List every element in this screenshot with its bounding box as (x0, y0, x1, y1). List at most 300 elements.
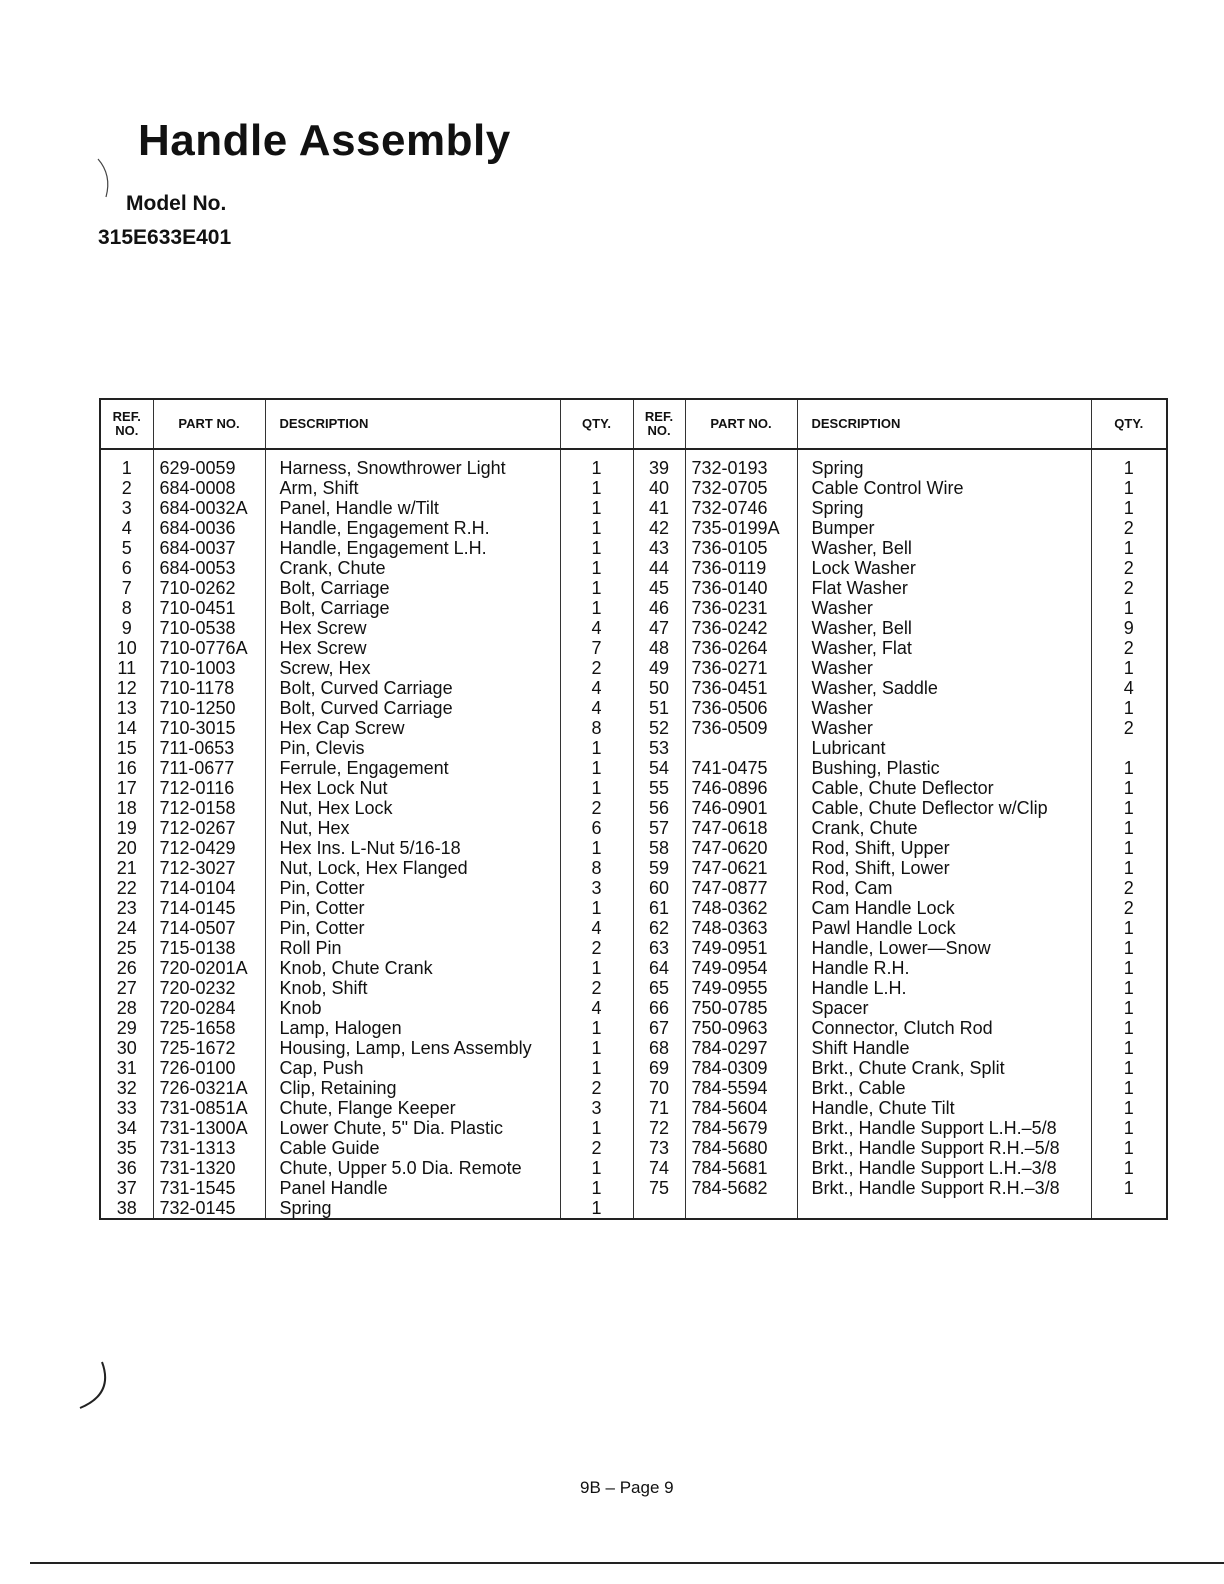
description-cell: Handle, Lower—Snow (797, 938, 1091, 958)
table-row (100, 1058, 1167, 1078)
qty-cell: 1 (1123, 538, 1134, 558)
table-row (100, 598, 1167, 618)
description-cell: Handle, Engagement L.H. (265, 538, 560, 558)
qty-cell: 1 (1123, 858, 1134, 878)
description-cell: Knob, Shift (265, 978, 560, 998)
description-cell: Cap, Push (265, 1058, 560, 1078)
part-no-cell: 684-0036 (153, 518, 265, 538)
ref-no-cell: 43 (633, 538, 685, 558)
ref-no-cell: 58 (633, 838, 685, 858)
description-cell: Pin, Cotter (265, 918, 560, 938)
part-no-cell: 684-0053 (153, 558, 265, 578)
ref-no-cell: 13 (100, 698, 153, 718)
table-row (100, 1138, 1167, 1158)
part-no-cell: 712-0429 (153, 838, 265, 858)
description-cell: Flat Washer (797, 578, 1091, 598)
ref-no-cell: 38 (100, 1198, 153, 1219)
ref-no-cell: 9 (100, 618, 153, 638)
qty-cell: 1 (1123, 478, 1134, 498)
ref-no-cell: 33 (100, 1098, 153, 1118)
qty-cell: 4 (560, 698, 633, 718)
description-cell: Ferrule, Engagement (265, 758, 560, 778)
description-cell: Nut, Lock, Hex Flanged (265, 858, 560, 878)
part-no-cell: 715-0138 (153, 938, 265, 958)
description-cell: Knob (265, 998, 560, 1018)
qty-cell: 2 (560, 658, 633, 678)
part-no-cell: 750-0963 (685, 1018, 797, 1038)
qty-cell: 2 (1123, 518, 1134, 538)
ref-no-cell: 27 (100, 978, 153, 998)
ref-no-cell: 70 (633, 1078, 685, 1098)
part-no-cell: 725-1658 (153, 1018, 265, 1038)
header-description: DESCRIPTION (265, 399, 560, 449)
header-description-2: DESCRIPTION (797, 399, 1091, 449)
part-no-cell: 747-0620 (685, 838, 797, 858)
part-no-cell: 720-0284 (153, 998, 265, 1018)
part-no-cell: 736-0231 (685, 598, 797, 618)
qty-cell: 2 (1123, 898, 1134, 918)
ref-no-cell: 3 (100, 498, 153, 518)
qty-cell: 1 (1123, 1118, 1134, 1138)
ref-no-cell: 75 (633, 1178, 685, 1198)
description-cell: Pin, Cotter (265, 878, 560, 898)
part-no-cell: 736-0119 (685, 558, 797, 578)
description-cell: Handle, Engagement R.H. (265, 518, 560, 538)
table-row (100, 998, 1167, 1018)
part-no-cell: 736-0242 (685, 618, 797, 638)
ref-no-cell: 5 (100, 538, 153, 558)
table-row (100, 978, 1167, 998)
qty-cell: 8 (560, 718, 633, 738)
ref-no-cell: 71 (633, 1098, 685, 1118)
description-cell: Brkt., Handle Support R.H.–3/8 (797, 1178, 1091, 1198)
description-cell: Shift Handle (797, 1038, 1091, 1058)
qty-cell: 4 (560, 618, 633, 638)
qty-cell: 1 (560, 518, 633, 538)
qty-cell: 1 (1123, 818, 1134, 838)
model-number: 315E633E401 (98, 226, 232, 249)
table-row (100, 538, 1167, 558)
part-no-cell: 684-0037 (153, 538, 265, 558)
ref-no-cell: 40 (633, 478, 685, 498)
part-no-cell: 736-0271 (685, 658, 797, 678)
description-cell: Panel Handle (265, 1178, 560, 1198)
part-no-cell: 747-0621 (685, 858, 797, 878)
description-cell: Cable, Chute Deflector (797, 778, 1091, 798)
qty-cell: 1 (1123, 1078, 1134, 1098)
ref-no-cell: 15 (100, 738, 153, 758)
ref-no-cell: 69 (633, 1058, 685, 1078)
part-no-cell: 731-0851A (153, 1098, 265, 1118)
page-footer: 9B – Page 9 (580, 1478, 674, 1497)
qty-cell: 2 (560, 978, 633, 998)
description-cell: Pawl Handle Lock (797, 918, 1091, 938)
qty-cell: 1 (1123, 958, 1134, 978)
ref-no-cell: 49 (633, 658, 685, 678)
ref-no-cell: 63 (633, 938, 685, 958)
qty-cell: 1 (1123, 938, 1134, 958)
ref-no-cell: 7 (100, 578, 153, 598)
qty-cell: 1 (560, 838, 633, 858)
table-row (100, 618, 1167, 638)
qty-cell: 1 (560, 1038, 633, 1058)
part-no-cell: 710-0776A (153, 638, 265, 658)
part-no-cell: 750-0785 (685, 998, 797, 1018)
description-cell: Chute, Upper 5.0 Dia. Remote (265, 1158, 560, 1178)
description-cell: Brkt., Handle Support L.H.–3/8 (797, 1158, 1091, 1178)
part-no-cell: 749-0954 (685, 958, 797, 978)
description-cell: Washer, Saddle (797, 678, 1091, 698)
table-row (100, 1158, 1167, 1178)
ref-no-cell: 66 (633, 998, 685, 1018)
description-cell: Brkt., Handle Support R.H.–5/8 (797, 1138, 1091, 1158)
description-cell: Cable, Chute Deflector w/Clip (797, 798, 1091, 818)
qty-cell: 2 (1123, 558, 1134, 578)
description-cell (797, 1198, 1091, 1219)
description-cell: Washer (797, 698, 1091, 718)
description-cell: Bolt, Carriage (265, 598, 560, 618)
part-no-cell: 731-1320 (153, 1158, 265, 1178)
part-no-cell: 710-0538 (153, 618, 265, 638)
qty-cell: 1 (560, 1058, 633, 1078)
qty-cell: 1 (1123, 458, 1134, 478)
ref-no-cell: 11 (100, 658, 153, 678)
part-no-cell: 749-0955 (685, 978, 797, 998)
part-no-cell: 784-0309 (685, 1058, 797, 1078)
table-row (100, 838, 1167, 858)
part-no-cell: 784-5604 (685, 1098, 797, 1118)
description-cell: Cam Handle Lock (797, 898, 1091, 918)
qty-cell: 1 (1123, 658, 1134, 678)
scan-bracket-mark-lower (70, 1358, 120, 1418)
qty-cell: 4 (560, 678, 633, 698)
description-cell: Washer (797, 718, 1091, 738)
part-no-cell: 784-5679 (685, 1118, 797, 1138)
table-row (100, 778, 1167, 798)
ref-no-cell: 8 (100, 598, 153, 618)
qty-cell: 7 (560, 638, 633, 658)
description-cell: Nut, Hex (265, 818, 560, 838)
part-no-cell: 720-0232 (153, 978, 265, 998)
table-row (100, 918, 1167, 938)
ref-no-cell: 46 (633, 598, 685, 618)
part-no-cell: 712-3027 (153, 858, 265, 878)
ref-no-cell: 59 (633, 858, 685, 878)
description-cell: Crank, Chute (265, 558, 560, 578)
ref-no-cell: 34 (100, 1118, 153, 1138)
table-row (100, 818, 1167, 838)
qty-cell: 1 (560, 478, 633, 498)
qty-cell: 3 (560, 1098, 633, 1118)
part-no-cell: 746-0901 (685, 798, 797, 818)
ref-no-cell: 61 (633, 898, 685, 918)
ref-no-cell: 67 (633, 1018, 685, 1038)
part-no-cell: 711-0653 (153, 738, 265, 758)
parts-table-body (100, 449, 1167, 1219)
qty-cell: 2 (1123, 878, 1134, 898)
table-row (100, 698, 1167, 718)
table-row (100, 1018, 1167, 1038)
qty-cell: 1 (1123, 1138, 1134, 1158)
table-row (100, 638, 1167, 658)
ref-no-cell: 2 (100, 478, 153, 498)
ref-no-cell: 42 (633, 518, 685, 538)
ref-no-cell: 37 (100, 1178, 153, 1198)
qty-cell (1091, 738, 1167, 758)
description-cell: Arm, Shift (265, 478, 560, 498)
ref-no-cell: 68 (633, 1038, 685, 1058)
qty-cell: 1 (1123, 1058, 1134, 1078)
description-cell: Brkt., Handle Support L.H.–5/8 (797, 1118, 1091, 1138)
qty-cell: 2 (1123, 638, 1134, 658)
part-no-cell: 736-0451 (685, 678, 797, 698)
description-cell: Lower Chute, 5" Dia. Plastic (265, 1118, 560, 1138)
ref-no-cell: 41 (633, 498, 685, 518)
qty-cell: 1 (1123, 498, 1134, 518)
header-part-no: PART NO. (153, 399, 265, 449)
qty-cell: 1 (1123, 1018, 1134, 1038)
part-no-cell: 748-0363 (685, 918, 797, 938)
qty-cell: 1 (1123, 918, 1134, 938)
table-row (100, 1038, 1167, 1058)
table-row (100, 1098, 1167, 1118)
header-qty: QTY. (560, 399, 633, 449)
ref-no-cell: 74 (633, 1158, 685, 1178)
ref-no-cell: 57 (633, 818, 685, 838)
qty-cell: 4 (560, 998, 633, 1018)
qty-cell: 1 (560, 1118, 633, 1138)
qty-cell: 2 (560, 938, 633, 958)
qty-cell: 1 (560, 738, 633, 758)
ref-no-cell: 18 (100, 798, 153, 818)
qty-cell: 6 (560, 818, 633, 838)
ref-no-cell: 64 (633, 958, 685, 978)
part-no-cell: 784-0297 (685, 1038, 797, 1058)
description-cell: Bolt, Curved Carriage (265, 698, 560, 718)
part-no-cell: 736-0509 (685, 718, 797, 738)
description-cell: Handle R.H. (797, 958, 1091, 978)
ref-no-cell: 44 (633, 558, 685, 578)
ref-no-cell: 45 (633, 578, 685, 598)
ref-no-cell: 51 (633, 698, 685, 718)
ref-no-cell: 31 (100, 1058, 153, 1078)
description-cell: Bolt, Carriage (265, 578, 560, 598)
qty-cell: 1 (1123, 1038, 1134, 1058)
ref-no-cell: 4 (100, 518, 153, 538)
table-row (100, 1178, 1167, 1198)
part-no-cell: 784-5682 (685, 1178, 797, 1198)
qty-cell: 1 (1123, 1178, 1134, 1198)
bottom-rule (30, 1562, 1224, 1564)
table-row (100, 958, 1167, 978)
part-no-cell: 749-0951 (685, 938, 797, 958)
part-no-cell: 726-0100 (153, 1058, 265, 1078)
qty-cell: 1 (1123, 798, 1134, 818)
description-cell: Hex Screw (265, 638, 560, 658)
part-no-cell: 714-0145 (153, 898, 265, 918)
description-cell: Chute, Flange Keeper (265, 1098, 560, 1118)
description-cell: Handle L.H. (797, 978, 1091, 998)
part-no-cell: 748-0362 (685, 898, 797, 918)
description-cell: Spring (797, 449, 1091, 478)
description-cell: Washer (797, 658, 1091, 678)
description-cell: Bushing, Plastic (797, 758, 1091, 778)
header-qty-2: QTY. (1091, 399, 1167, 449)
table-row (100, 758, 1167, 778)
table-row (100, 558, 1167, 578)
ref-no-cell: 12 (100, 678, 153, 698)
description-cell: Cable Guide (265, 1138, 560, 1158)
qty-cell: 2 (560, 1078, 633, 1098)
qty-cell: 2 (560, 798, 633, 818)
part-no-cell: 784-5594 (685, 1078, 797, 1098)
part-no-cell: 710-1003 (153, 658, 265, 678)
ref-no-cell: 19 (100, 818, 153, 838)
part-no-cell (685, 738, 797, 758)
ref-no-cell: 21 (100, 858, 153, 878)
scan-bracket-mark (90, 155, 120, 210)
qty-cell: 1 (560, 958, 633, 978)
part-no-cell: 736-0140 (685, 578, 797, 598)
part-no-cell: 741-0475 (685, 758, 797, 778)
part-no-cell: 732-0145 (153, 1198, 265, 1219)
header-ref-no: REF. NO. (100, 399, 153, 449)
description-cell: Washer (797, 598, 1091, 618)
qty-cell: 4 (1123, 678, 1134, 698)
table-row (100, 578, 1167, 598)
table-row (100, 1198, 1167, 1219)
description-cell: Rod, Shift, Lower (797, 858, 1091, 878)
description-cell: Connector, Clutch Rod (797, 1018, 1091, 1038)
qty-cell: 1 (560, 578, 633, 598)
description-cell: Knob, Chute Crank (265, 958, 560, 978)
description-cell: Rod, Shift, Upper (797, 838, 1091, 858)
ref-no-cell: 28 (100, 998, 153, 1018)
table-row (100, 938, 1167, 958)
qty-cell: 1 (1123, 1158, 1134, 1178)
description-cell: Hex Lock Nut (265, 778, 560, 798)
description-cell: Brkt., Chute Crank, Split (797, 1058, 1091, 1078)
ref-no-cell: 39 (633, 449, 685, 478)
table-row (100, 1118, 1167, 1138)
part-no-cell: 711-0677 (153, 758, 265, 778)
table-row (100, 658, 1167, 678)
description-cell: Pin, Cotter (265, 898, 560, 918)
part-no-cell (685, 1198, 797, 1219)
part-no-cell: 732-0193 (685, 449, 797, 478)
ref-no-cell: 54 (633, 758, 685, 778)
qty-cell (1091, 1198, 1167, 1219)
part-no-cell: 731-1545 (153, 1178, 265, 1198)
table-row (100, 449, 1167, 478)
model-label: Model No. (126, 192, 227, 215)
ref-no-cell: 30 (100, 1038, 153, 1058)
ref-no-cell: 10 (100, 638, 153, 658)
part-no-cell: 784-5681 (685, 1158, 797, 1178)
ref-no-cell: 72 (633, 1118, 685, 1138)
page-title: Handle Assembly (138, 116, 511, 165)
ref-no-cell: 29 (100, 1018, 153, 1038)
part-no-cell: 726-0321A (153, 1078, 265, 1098)
ref-no-cell: 1 (100, 449, 153, 478)
description-cell: Bolt, Curved Carriage (265, 678, 560, 698)
qty-cell: 2 (1123, 578, 1134, 598)
ref-no-cell: 47 (633, 618, 685, 638)
part-no-cell: 710-1250 (153, 698, 265, 718)
ref-no-cell: 16 (100, 758, 153, 778)
qty-cell: 1 (560, 498, 633, 518)
description-cell: Bumper (797, 518, 1091, 538)
table-row (100, 718, 1167, 738)
parts-table (99, 398, 1168, 1220)
ref-no-cell: 25 (100, 938, 153, 958)
header-part-no-2: PART NO. (685, 399, 797, 449)
ref-no-cell: 65 (633, 978, 685, 998)
description-cell: Lubricant (797, 738, 1091, 758)
qty-cell: 9 (1123, 618, 1134, 638)
qty-cell: 8 (560, 858, 633, 878)
part-no-cell: 731-1300A (153, 1118, 265, 1138)
ref-no-cell: 52 (633, 718, 685, 738)
qty-cell: 1 (560, 1198, 633, 1219)
qty-cell: 2 (1123, 718, 1134, 738)
ref-no-cell: 24 (100, 918, 153, 938)
ref-no-cell: 32 (100, 1078, 153, 1098)
qty-cell: 1 (1123, 1098, 1134, 1118)
ref-no-cell: 60 (633, 878, 685, 898)
part-no-cell: 736-0506 (685, 698, 797, 718)
qty-cell: 1 (1123, 758, 1134, 778)
table-row (100, 898, 1167, 918)
table-row (100, 858, 1167, 878)
part-no-cell: 747-0877 (685, 878, 797, 898)
part-no-cell: 714-0104 (153, 878, 265, 898)
qty-cell: 2 (560, 1138, 633, 1158)
description-cell: Roll Pin (265, 938, 560, 958)
table-header-row (100, 399, 1167, 449)
description-cell: Harness, Snowthrower Light (265, 449, 560, 478)
qty-cell: 1 (1123, 838, 1134, 858)
ref-no-cell: 50 (633, 678, 685, 698)
description-cell: Cable Control Wire (797, 478, 1091, 498)
qty-cell: 1 (560, 538, 633, 558)
table-row (100, 518, 1167, 538)
part-no-cell: 736-0264 (685, 638, 797, 658)
table-row (100, 498, 1167, 518)
ref-no-cell: 36 (100, 1158, 153, 1178)
ref-no-cell: 73 (633, 1138, 685, 1158)
description-cell: Spring (265, 1198, 560, 1219)
ref-no-cell: 14 (100, 718, 153, 738)
ref-no-cell (633, 1198, 685, 1219)
description-cell: Clip, Retaining (265, 1078, 560, 1098)
table-row (100, 878, 1167, 898)
ref-no-cell: 48 (633, 638, 685, 658)
qty-cell: 1 (560, 598, 633, 618)
description-cell: Lock Washer (797, 558, 1091, 578)
qty-cell: 1 (1123, 778, 1134, 798)
part-no-cell: 710-0451 (153, 598, 265, 618)
description-cell: Washer, Bell (797, 538, 1091, 558)
table-row (100, 478, 1167, 498)
part-no-cell: 747-0618 (685, 818, 797, 838)
qty-cell: 3 (560, 878, 633, 898)
part-no-cell: 731-1313 (153, 1138, 265, 1158)
ref-no-cell: 22 (100, 878, 153, 898)
ref-no-cell: 26 (100, 958, 153, 978)
qty-cell: 1 (560, 1178, 633, 1198)
ref-no-cell: 53 (633, 738, 685, 758)
